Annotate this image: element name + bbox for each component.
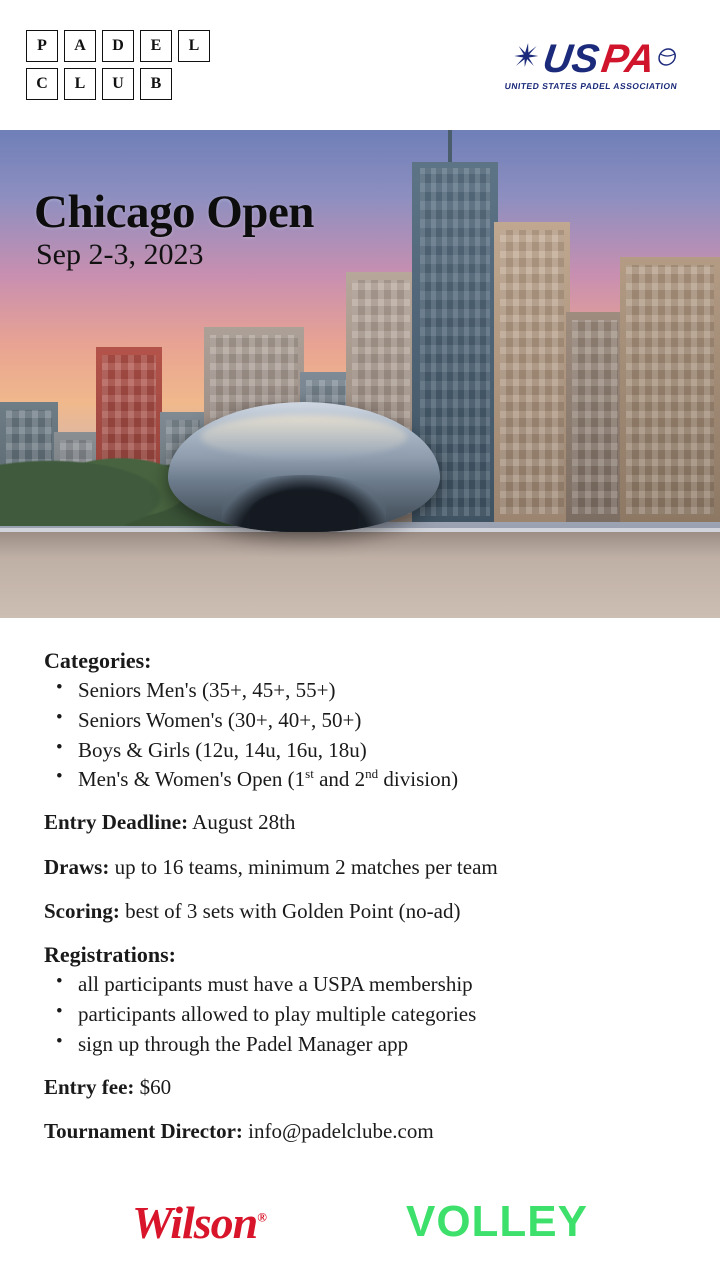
- logo-letter-l: L: [178, 30, 210, 62]
- entry-fee-value: $60: [139, 1074, 172, 1099]
- logo-row-padel: [26, 30, 210, 62]
- entry-deadline-label: Entry Deadline:: [44, 810, 189, 835]
- uspa-text-us: US: [540, 37, 602, 81]
- entry-deadline-row: [44, 809, 676, 836]
- logo-letter-p: P: [26, 30, 58, 62]
- categories-list: [44, 676, 676, 795]
- logo-letter-e: E: [140, 30, 172, 62]
- logo-letter-c: C: [26, 68, 58, 100]
- event-details: [0, 618, 720, 1145]
- list-item: • participants allowed to play multiple categories: [52, 1000, 676, 1030]
- open-division-prefix: Men's & Women's Open (1: [78, 767, 306, 792]
- list-item: [52, 765, 676, 795]
- skyline-building: [566, 312, 624, 522]
- open-division-sup-1: st: [305, 766, 314, 782]
- logo-row-club: [26, 68, 210, 100]
- list-item: • Seniors Men's (35+, 45+, 55+): [52, 676, 676, 706]
- sponsor-row: [0, 1186, 720, 1258]
- uspa-subtitle: UNITED STATES PADEL ASSOCIATION: [504, 81, 679, 91]
- list-item: • all participants must have a USPA membership: [52, 970, 676, 1000]
- registrations-heading: Registrations:: [44, 942, 176, 968]
- tower-spire: [448, 130, 452, 162]
- sculpture-arch: [250, 490, 359, 532]
- plaza-ground: [0, 532, 720, 618]
- hero-image: [0, 130, 720, 618]
- registrations-list: [44, 970, 676, 1059]
- list-item: • Boys & Girls (12u, 14u, 16u, 18u): [52, 736, 676, 766]
- logo-letter-a: A: [64, 30, 96, 62]
- scoring-label: Scoring:: [44, 898, 120, 923]
- open-division-sup-2: nd: [365, 766, 379, 782]
- scoring-value: best of 3 sets with Golden Point (no-ad): [125, 898, 461, 923]
- entry-fee-label: Entry fee:: [44, 1074, 135, 1099]
- skyline-building: [620, 257, 720, 522]
- padel-club-logo: [26, 30, 210, 100]
- entry-deadline-value: August 28th: [192, 810, 296, 835]
- draws-row: [44, 854, 676, 881]
- logo-letter-u: U: [102, 68, 134, 100]
- draws-value: up to 16 teams, minimum 2 matches per team: [114, 854, 498, 879]
- registered-trademark-icon: ®: [257, 1209, 266, 1225]
- uspa-logo-main: [511, 39, 678, 79]
- page-header: [0, 0, 720, 130]
- list-item: • Seniors Women's (30+, 40+, 50+): [52, 706, 676, 736]
- logo-letter-b: B: [140, 68, 172, 100]
- categories-heading: Categories:: [44, 648, 152, 673]
- wilson-logo: [132, 1196, 266, 1249]
- draws-label: Draws:: [44, 854, 110, 879]
- logo-letter-d: D: [102, 30, 134, 62]
- event-date: Sep 2-3, 2023: [36, 238, 204, 271]
- scoring-row: [44, 898, 676, 925]
- wilson-wordmark: Wilson: [132, 1196, 258, 1248]
- skyline-building: [494, 222, 570, 522]
- list-item: • sign up through the Padel Manager app: [52, 1030, 676, 1060]
- tournament-director-email[interactable]: info@padelclube.com: [248, 1118, 434, 1143]
- padel-ball-icon: [656, 48, 677, 71]
- volley-logo: VOLLEY: [405, 1197, 588, 1246]
- entry-fee-row: [44, 1074, 676, 1101]
- starburst-icon: [512, 43, 540, 75]
- open-division-suffix: division): [378, 767, 459, 792]
- uspa-text-pa: PA: [598, 37, 658, 81]
- tournament-director-row: [44, 1118, 676, 1145]
- open-division-mid: and 2: [313, 767, 366, 792]
- uspa-logo: [490, 39, 697, 91]
- logo-letter-l2: L: [64, 68, 96, 100]
- tournament-director-label: Tournament Director:: [44, 1118, 243, 1143]
- page-title: Chicago Open: [34, 186, 314, 238]
